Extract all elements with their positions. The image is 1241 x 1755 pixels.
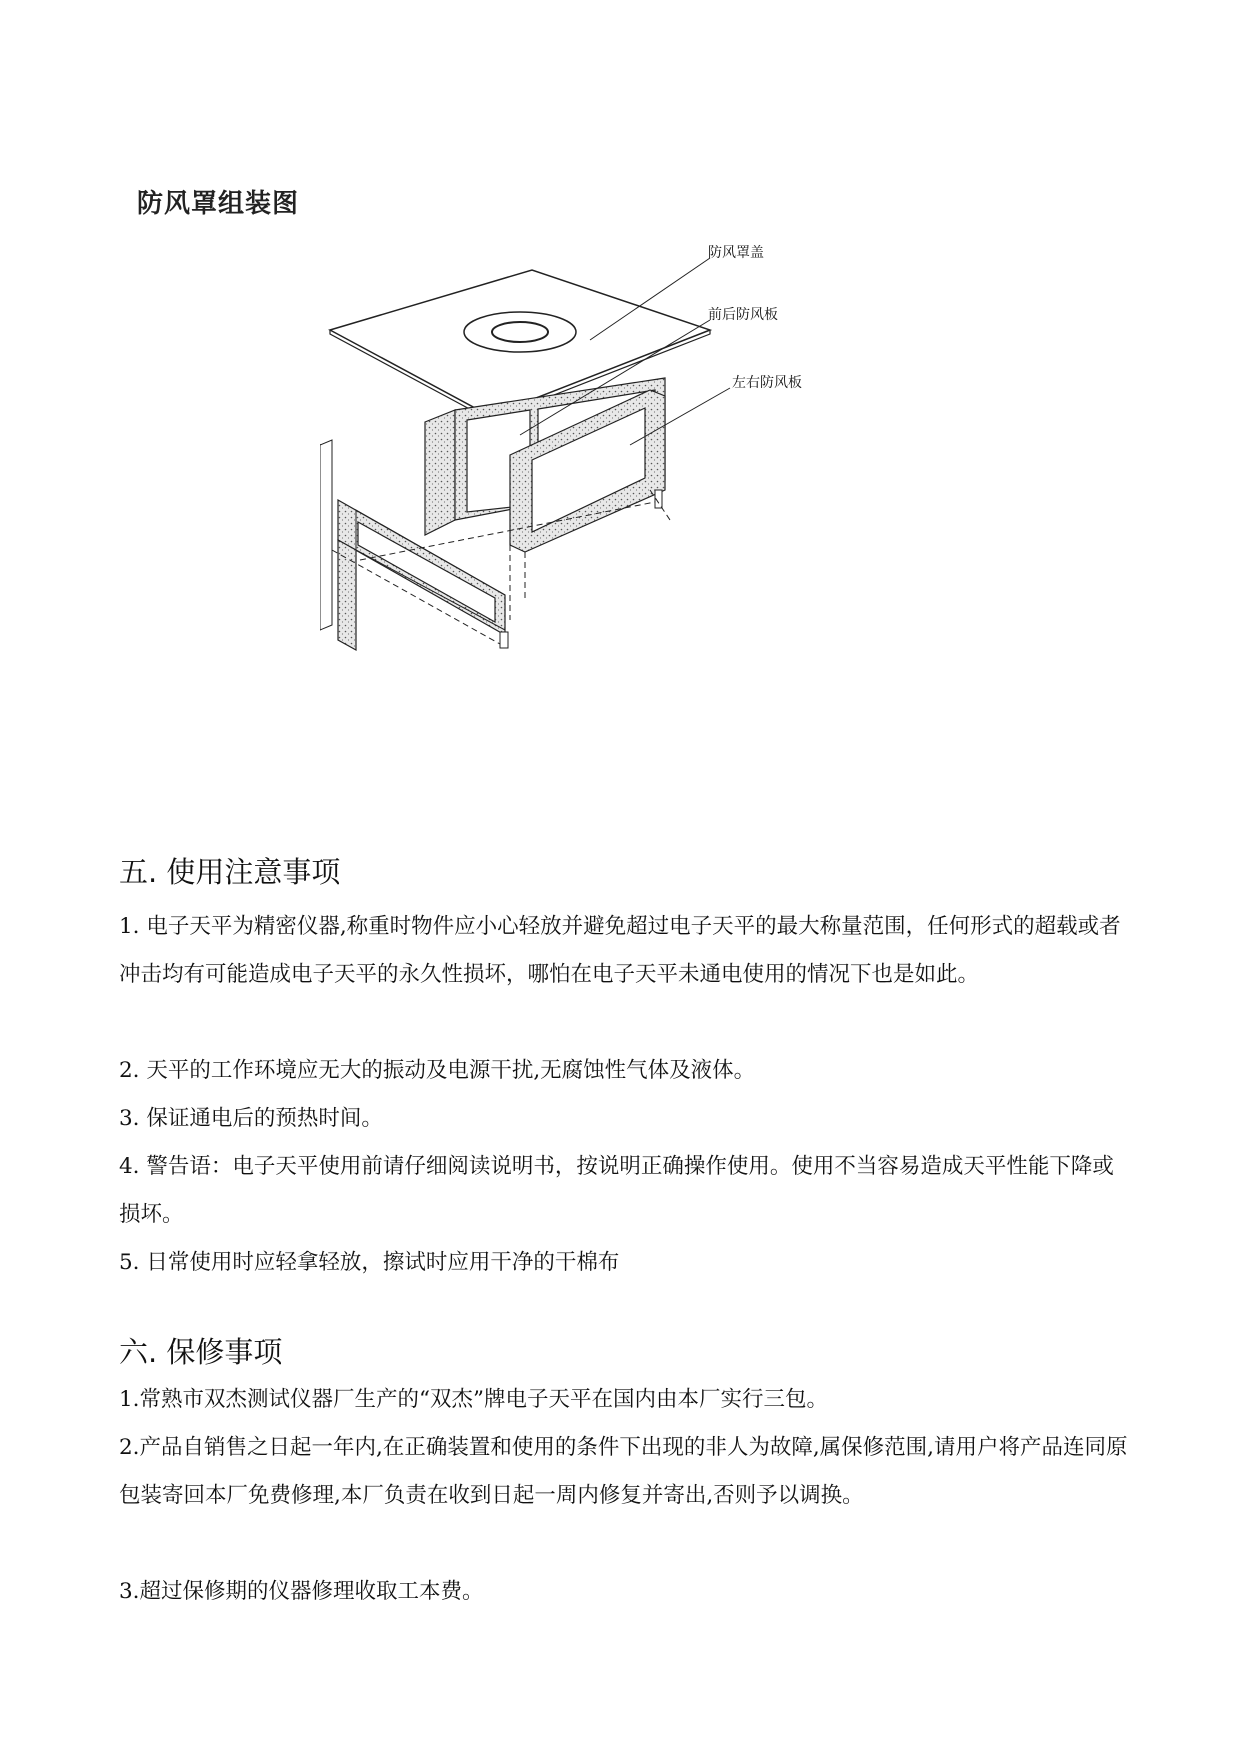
usage-note-3: 3. 保证通电后的预热时间。 xyxy=(119,1106,383,1131)
left-side-panel xyxy=(320,440,332,648)
warranty-item-3: 3.超过保修期的仪器修理收取工本费。 xyxy=(119,1579,484,1604)
usage-note-2: 2. 天平的工作环境应无大的振动及电源干扰,无腐蚀性气体及液体。 xyxy=(119,1058,756,1083)
usage-note-4: 4. 警告语：电子天平使用前请仔细阅读说明书，按说明正确操作使用。使用不当容易造成天平性能下降或损坏。 xyxy=(119,1154,1114,1227)
callout-front-back-panels: 前后防风板 xyxy=(708,307,778,323)
figure-title: 防风罩组装图 xyxy=(137,189,300,219)
section-title-warranty: 六. 保修事项 xyxy=(119,1335,283,1369)
assembly-drawing xyxy=(320,240,920,740)
section-title-usage-notes: 五. 使用注意事项 xyxy=(119,855,341,889)
windshield-assembly-diagram xyxy=(320,240,920,740)
usage-note-1: 1. 电子天平为精密仪器,称重时物件应小心轻放并避免超过电子天平的最大称量范围，任何形式的超载或者冲击均有可能造成电子天平的永久性损坏，哪怕在电子天平未通电使用的情况下也是如此。 xyxy=(119,914,1121,987)
warranty-item-2: 2.产品自销售之日起一年内,在正确装置和使用的条件下出现的非人为故障,属保修范围,请用户将产品连同原包装寄回本厂免费修理,本厂负责在收到日起一周内修复并寄出,否则予以调换。 xyxy=(119,1435,1128,1508)
front-panel xyxy=(338,500,508,650)
warranty-item-1: 1.常熟市双杰测试仪器厂生产的“双杰”牌电子天平在国内由本厂实行三包。 xyxy=(119,1387,828,1412)
usage-note-5: 5. 日常使用时应轻拿轻放，擦试时应用干净的干棉布 xyxy=(119,1250,620,1275)
callout-left-right-panels: 左右防风板 xyxy=(732,375,802,391)
callout-cover: 防风罩盖 xyxy=(708,245,764,261)
